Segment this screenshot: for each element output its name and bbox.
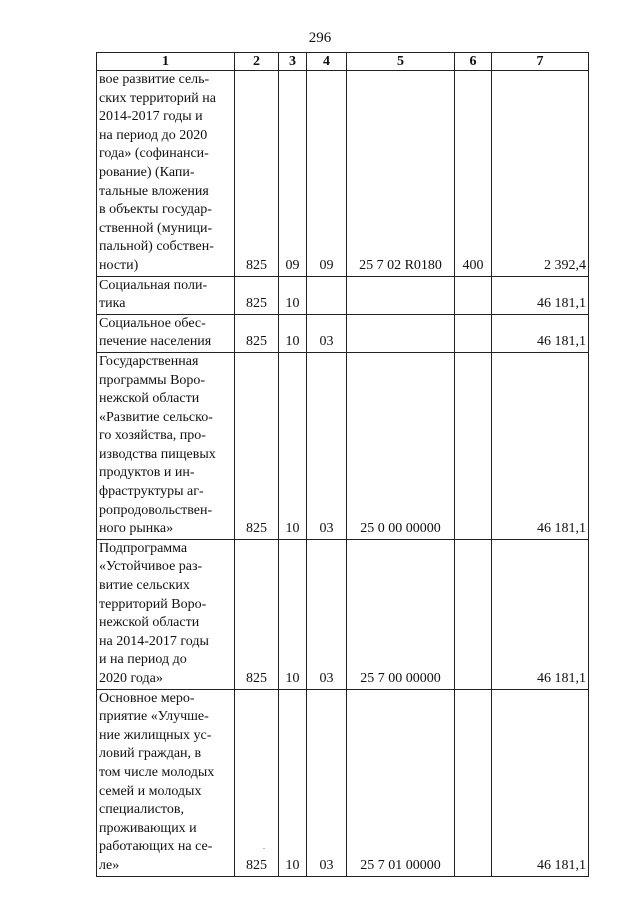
item-name-line: изводства пищевых [99, 446, 216, 462]
target-item-code-cell [347, 314, 455, 352]
item-name-cell [97, 689, 235, 876]
subsection-code-cell: 03 [307, 689, 347, 876]
item-name-line: ских территорий на [99, 90, 216, 106]
header-col-3: 3 [279, 53, 307, 71]
header-col-1: 1 [97, 53, 235, 71]
item-name-line: ние жилищных ус- [99, 727, 212, 743]
amount-cell: 46 181,1 [492, 689, 589, 876]
section-code-cell: 09 [279, 71, 307, 277]
item-name-line: ловий граждан, в [99, 746, 202, 762]
header-col-6: 6 [455, 53, 492, 71]
item-name-line: ле» [99, 857, 120, 873]
subsection-code-cell [307, 276, 347, 314]
ministry-code-cell: 825 [235, 539, 279, 689]
expense-type-code-cell: 400 [455, 71, 492, 277]
item-name-line: на 2014-2017 годы [99, 633, 209, 649]
item-name-line: специалистов, [99, 802, 184, 818]
item-name-cell [97, 314, 235, 352]
table-row [97, 352, 589, 539]
item-name-line: в объекты государ- [99, 202, 212, 218]
budget-table [96, 52, 589, 877]
item-name-line: территорий Воро- [99, 596, 207, 612]
table-body [97, 71, 589, 877]
target-item-code-cell: 25 7 01 00000 [347, 689, 455, 876]
item-name-line: ственной (муници- [99, 220, 213, 236]
item-name-line: Подпрограмма [99, 540, 188, 556]
item-name-line: «Устойчивое раз- [99, 559, 203, 575]
section-code-cell: 10 [279, 276, 307, 314]
item-name-line: го хозяйства, про- [99, 428, 206, 444]
item-name-line: программы Воро- [99, 372, 206, 388]
scan-speck [263, 848, 265, 849]
ministry-code-cell: 825 [235, 314, 279, 352]
item-name-line: витие сельских [99, 578, 190, 594]
subsection-code-cell: 03 [307, 314, 347, 352]
amount-cell: 46 181,1 [492, 352, 589, 539]
subsection-code-cell: 03 [307, 539, 347, 689]
item-name-cell [97, 352, 235, 539]
header-row [97, 53, 589, 71]
ministry-code-cell: 825 [235, 352, 279, 539]
table-row [97, 314, 589, 352]
item-name-line: нежской области [99, 615, 200, 631]
item-name-cell [97, 276, 235, 314]
item-name-line: тика [99, 296, 126, 312]
target-item-code-cell [347, 276, 455, 314]
table-row [97, 71, 589, 277]
item-name-line: том числе молодых [99, 764, 215, 780]
item-name-line: и на период до [99, 652, 187, 668]
subsection-code-cell: 09 [307, 71, 347, 277]
item-name-line: Социальное обес- [99, 315, 206, 331]
table-row [97, 276, 589, 314]
amount-cell: 2 392,4 [492, 71, 589, 277]
item-name-line: семей и молодых [99, 783, 202, 799]
section-code-cell: 10 [279, 352, 307, 539]
item-name-line: продуктов и ин- [99, 465, 195, 481]
section-code-cell: 10 [279, 689, 307, 876]
item-name-line: 2020 года» [99, 671, 163, 686]
item-name-cell [97, 539, 235, 689]
item-name-line: ного рынка» [99, 521, 174, 537]
item-name-line: работающих на се- [99, 839, 213, 855]
expense-type-code-cell [455, 276, 492, 314]
expense-type-code-cell [455, 352, 492, 539]
ministry-code-cell: 825 [235, 689, 279, 876]
item-name-line: «Развитие сельско- [99, 409, 213, 425]
section-code-cell: 10 [279, 539, 307, 689]
section-code-cell: 10 [279, 314, 307, 352]
item-name-line: нежской области [99, 391, 200, 407]
item-name-line: ропродовольствен- [99, 502, 213, 518]
expense-type-code-cell [455, 314, 492, 352]
item-name-line: фраструктуры аг- [99, 484, 204, 500]
item-name-line: 2014-2017 годы и [99, 109, 203, 125]
target-item-code-cell: 25 7 02 R0180 [347, 71, 455, 277]
table-row [97, 539, 589, 689]
header-col-4: 4 [307, 53, 347, 71]
amount-cell: 46 181,1 [492, 539, 589, 689]
item-name-line: на период до 2020 [99, 127, 208, 143]
target-item-code-cell: 25 0 00 00000 [347, 352, 455, 539]
item-name-line: Социальная поли- [99, 277, 208, 293]
item-name-line: печение населения [99, 334, 212, 350]
header-col-5: 5 [347, 53, 455, 71]
table-row [97, 689, 589, 876]
item-name-line: пальной) собствен- [99, 239, 214, 255]
ministry-code-cell: 825 [235, 71, 279, 277]
amount-cell: 46 181,1 [492, 276, 589, 314]
expense-type-code-cell [455, 539, 492, 689]
item-name-line: приятие «Улучше- [99, 709, 209, 725]
item-name-line: Основное меро- [99, 690, 195, 706]
item-name-line: проживающих и [99, 820, 197, 836]
item-name-line: года» (софинанси- [99, 146, 209, 162]
item-name-line: ности) [99, 257, 139, 273]
header-col-2: 2 [235, 53, 279, 71]
target-item-code-cell: 25 7 00 00000 [347, 539, 455, 689]
page-number: 296 [308, 30, 332, 46]
expense-type-code-cell [455, 689, 492, 876]
item-name-cell [97, 71, 235, 277]
subsection-code-cell: 03 [307, 352, 347, 539]
item-name-line: Государственная [99, 353, 199, 369]
amount-cell: 46 181,1 [492, 314, 589, 352]
item-name-line: тальные вложения [99, 183, 209, 199]
item-name-line: рование) (Капи- [99, 164, 195, 180]
header-col-7: 7 [492, 53, 589, 71]
ministry-code-cell: 825 [235, 276, 279, 314]
item-name-line: вое развитие сель- [99, 72, 210, 87]
